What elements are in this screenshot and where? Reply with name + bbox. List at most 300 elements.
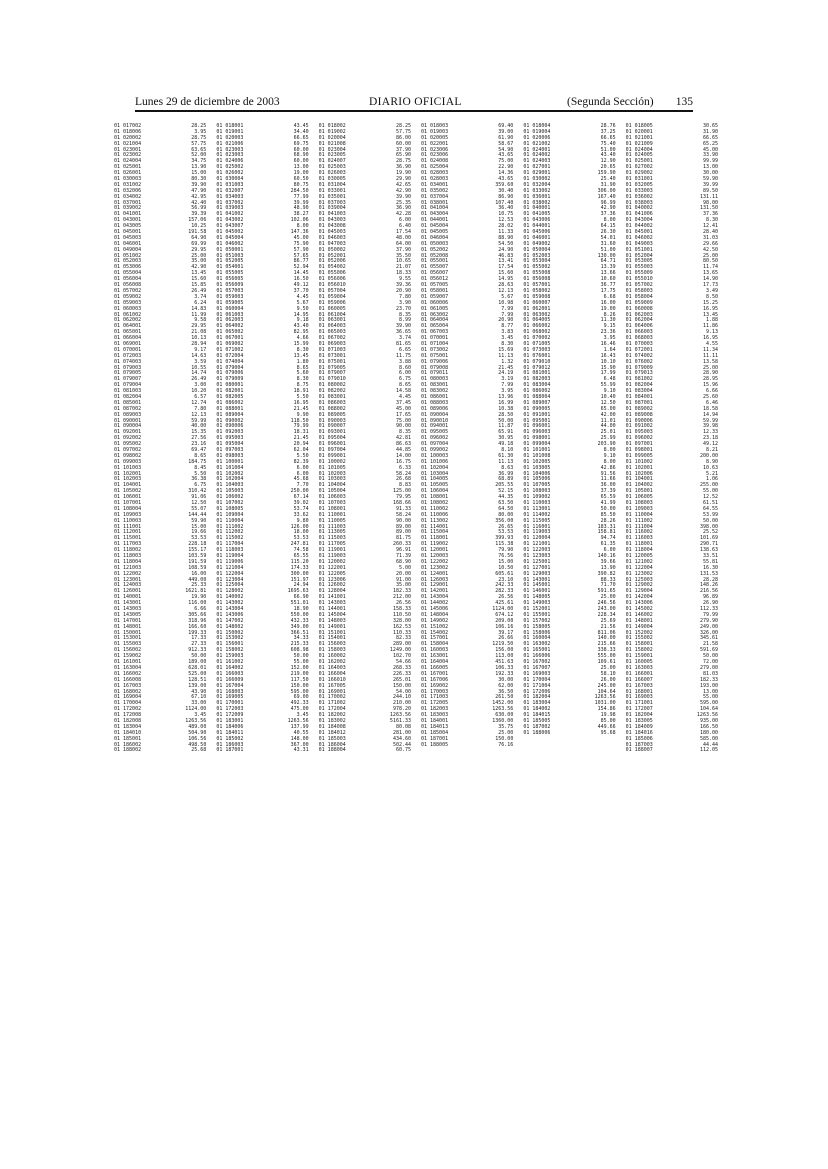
item-value: 4.45: [296, 293, 309, 300]
item-value: 1.32: [501, 358, 514, 365]
item-value: 7.70: [296, 482, 309, 489]
item-code: 01 033001: [318, 187, 346, 194]
item-value: 62.04: [293, 446, 309, 453]
item-value: 8.65: [296, 364, 309, 371]
item-code: 01 025003: [318, 164, 346, 171]
item-value: 26.65: [498, 523, 514, 530]
item-value: 44.35: [498, 494, 514, 501]
item-value: 131.11: [699, 193, 718, 200]
item-value: 550.00: [290, 611, 309, 618]
item-value: 7.99: [501, 305, 514, 312]
item-value: 28.90: [702, 370, 718, 377]
table-row: [521, 730, 617, 736]
item-value: 137.99: [290, 723, 309, 730]
item-value: 42.28: [395, 211, 411, 218]
item-value: 20.90: [498, 317, 514, 324]
item-code: 01 111004: [625, 523, 653, 530]
item-value: 39.00: [498, 128, 514, 135]
item-value: 28.75: [191, 134, 207, 141]
item-code: 01 101003: [114, 464, 142, 471]
item-value: 34.33: [293, 635, 309, 642]
item-value: 16.00: [191, 570, 207, 577]
item-code: 01 035002: [421, 187, 449, 194]
item-value: 44.44: [702, 741, 718, 748]
item-code: 01 045003: [114, 234, 142, 241]
item-code: 01 083001: [318, 393, 346, 400]
item-code: 01 057003: [216, 287, 244, 294]
item-value: 48.90: [293, 205, 309, 212]
item-value: 42.40: [191, 199, 207, 206]
item-value: 88.90: [498, 234, 514, 241]
item-code: 01 064003: [318, 323, 346, 330]
item-code: 01 144002: [421, 600, 449, 607]
item-code: 01 060006: [421, 299, 449, 306]
item-code: 01 143006: [625, 600, 653, 607]
item-value: 1.80: [296, 358, 309, 365]
item-value: 28.95: [702, 376, 718, 383]
item-value: 50.00: [498, 417, 514, 424]
item-code: 01 118003: [114, 553, 142, 560]
item-value: 52.15: [498, 488, 514, 495]
item-value: 64.71: [600, 258, 616, 265]
item-code: 01 154002: [421, 629, 449, 636]
item-value: 8.00: [296, 223, 309, 230]
item-code: 01 090010: [421, 417, 449, 424]
item-value: 349.00: [290, 623, 309, 630]
item-value: 25.69: [600, 617, 616, 624]
item-code: 01 041002: [216, 211, 244, 218]
item-value: 5.67: [296, 299, 309, 306]
item-code: 01 172005: [421, 700, 449, 707]
item-value: 85.50: [600, 511, 616, 518]
item-value: 8.30: [296, 376, 309, 383]
item-value: 64.50: [498, 505, 514, 512]
item-value: 86.90: [498, 193, 514, 200]
item-value: 9.18: [296, 317, 309, 324]
item-code: 01 102006: [625, 470, 653, 477]
item-code: 01 063002: [421, 311, 449, 318]
item-code: 01 099004: [523, 441, 551, 448]
item-value: 79.99: [702, 611, 718, 618]
item-value: 45.68: [293, 476, 309, 483]
item-value: 15.99: [293, 340, 309, 347]
item-code: 01 148003: [318, 617, 346, 624]
item-code: 01 043004: [421, 211, 449, 218]
item-code: 01 071005: [523, 340, 551, 347]
item-code: 01 125003: [625, 576, 653, 583]
item-code: 01 079009: [216, 376, 244, 383]
item-code: 01 023001: [114, 146, 142, 153]
item-code: 01 019001: [216, 128, 244, 135]
item-value: 54.90: [498, 146, 514, 153]
item-code: 01 163002: [523, 641, 551, 648]
item-code: 01 117003: [114, 541, 142, 548]
item-code: 01 127001: [523, 564, 551, 571]
item-value: 29.95: [191, 246, 207, 253]
item-code: 01 148001: [625, 617, 653, 624]
item-value: 21.45: [498, 364, 514, 371]
item-value: 57.65: [293, 252, 309, 259]
item-code: 01 059005: [216, 299, 244, 306]
item-value: 17.99: [600, 370, 616, 377]
item-value: 6.75: [398, 376, 411, 383]
item-value: 8.45: [194, 464, 207, 471]
item-code: 01 083002: [421, 388, 449, 395]
item-value: 6.24: [194, 299, 207, 306]
item-code: 01 114001: [421, 523, 449, 530]
item-value: 25.40: [600, 176, 616, 183]
item-value: 158.81: [597, 529, 616, 536]
item-value: 42.65: [395, 181, 411, 188]
item-code: 01 097002: [114, 446, 142, 453]
item-value: 8.60: [398, 364, 411, 371]
header-section: (Segunda Sección): [567, 96, 654, 108]
item-value: 8.50: [705, 293, 718, 300]
item-code: 01 056004: [114, 276, 142, 283]
item-code: 01 040002: [625, 205, 653, 212]
item-value: 157.06: [188, 217, 207, 224]
item-code: 01 050003: [421, 240, 449, 247]
item-value: 54.00: [395, 688, 411, 695]
item-value: 8.99: [398, 317, 411, 324]
item-code: 01 065002: [216, 329, 244, 336]
item-value: 318.96: [188, 617, 207, 624]
item-code: 01 093001: [318, 429, 346, 436]
item-value: 39.66: [600, 558, 616, 565]
item-value: 21.07: [395, 264, 411, 271]
item-value: 31.90: [702, 128, 718, 135]
item-code: 01 079004: [114, 382, 142, 389]
item-value: 16.95: [702, 335, 718, 342]
item-value: 359.60: [495, 181, 514, 188]
item-value: 37.70: [293, 287, 309, 294]
item-value: 255.00: [699, 482, 718, 489]
item-code: 01 027002: [625, 164, 653, 171]
item-value: 8.10: [501, 446, 514, 453]
item-value: 49.12: [702, 441, 718, 448]
item-value: 88.33: [600, 576, 616, 583]
item-code: 01 120001: [421, 547, 449, 554]
item-value: 246.56: [597, 600, 616, 607]
item-value: 61.35: [600, 541, 616, 548]
item-value: 81.03: [702, 670, 718, 677]
item-code: 01 071004: [421, 340, 449, 347]
item-code: 01 074004: [216, 358, 244, 365]
item-code: 01 020002: [114, 134, 142, 141]
item-value: 8.63: [501, 464, 514, 471]
item-value: 9.15: [603, 323, 616, 330]
item-code: 01 068002: [523, 329, 551, 336]
item-code: 01 099002: [421, 446, 449, 453]
item-value: 212.00: [392, 594, 411, 601]
item-code: 01 059003: [114, 299, 142, 306]
item-value: 399.93: [495, 535, 514, 542]
item-code: 01 063002: [523, 311, 551, 318]
item-value: 912.33: [188, 647, 207, 654]
item-code: 01 129001: [421, 582, 449, 589]
item-code: 01 044001: [523, 223, 551, 230]
item-code: 01 110004: [216, 517, 244, 524]
item-value: 102.06: [290, 217, 309, 224]
item-code: 01 047003: [318, 240, 346, 247]
item-code: 01 169003: [625, 694, 653, 701]
item-value: 17.33: [191, 635, 207, 642]
item-value: 63.50: [498, 500, 514, 506]
item-code: 01 053004: [523, 258, 551, 265]
item-code: 01 045004: [216, 234, 244, 241]
item-code: 01 106001: [114, 494, 142, 501]
item-code: 01 182004: [523, 694, 551, 701]
item-code: 01 058004: [625, 293, 653, 300]
item-value: 215.66: [597, 641, 616, 648]
item-code: 01 101002: [625, 458, 653, 465]
item-code: 01 075001: [318, 358, 346, 365]
item-value: 35.50: [395, 252, 411, 259]
item-value: 53.53: [191, 535, 207, 542]
item-code: 01 129004: [625, 588, 653, 595]
item-value: 489.00: [188, 723, 207, 730]
item-value: 279.00: [699, 664, 718, 671]
item-code: 01 018005: [625, 123, 653, 129]
item-value: 12.33: [702, 429, 718, 436]
item-code: 01 079006: [421, 358, 449, 365]
item-value: 328.00: [392, 617, 411, 624]
item-value: 9.13: [705, 329, 718, 336]
item-code: 01 070001: [421, 335, 449, 342]
item-code: 01 110003: [114, 517, 142, 524]
item-code: 01 025001: [625, 158, 653, 165]
item-code: 01 051001: [625, 246, 653, 253]
item-code: 01 166006: [523, 653, 551, 660]
item-code: 01 037004: [421, 193, 449, 200]
item-code: 01 143001: [523, 576, 551, 583]
item-value: 19.98: [600, 712, 616, 719]
item-code: 01 032004: [523, 181, 551, 188]
item-value: 245.00: [597, 682, 616, 689]
item-value: 43.65: [498, 176, 514, 183]
item-value: 53.74: [293, 505, 309, 512]
item-code: 01 121001: [523, 541, 551, 548]
item-code: 01 034003: [216, 193, 244, 200]
item-code: 01 125001: [523, 558, 551, 565]
item-code: 01 152001: [523, 606, 551, 613]
item-value: 59.99: [702, 417, 718, 424]
item-value: 101.69: [699, 535, 718, 542]
item-code: 01 080002: [318, 382, 346, 389]
item-value: 69.75: [293, 140, 309, 147]
item-code: 01 089003: [114, 411, 142, 418]
item-value: 75.40: [600, 140, 616, 147]
item-value: 200.00: [699, 452, 718, 459]
item-value: 33.51: [702, 553, 718, 560]
item-code: 01 052002: [421, 246, 449, 253]
item-value: 39.99: [702, 181, 718, 188]
item-value: 35.00: [191, 258, 207, 265]
item-code: 01 122002: [421, 558, 449, 565]
item-value: 40.55: [293, 729, 309, 736]
item-code: 01 102004: [421, 464, 449, 471]
item-value: 189.00: [188, 659, 207, 666]
item-code: 01 166004: [318, 670, 346, 677]
item-code: 01 024003: [523, 158, 551, 165]
item-code: 01 022001: [421, 140, 449, 147]
item-code: 01 082001: [216, 388, 244, 395]
item-value: 6.57: [194, 393, 207, 400]
item-code: 01 090004: [114, 423, 142, 430]
item-value: 159.90: [597, 170, 616, 177]
item-value: 21.08: [191, 329, 207, 336]
item-code: 01 111003: [318, 523, 346, 530]
item-code: 01 111002: [625, 517, 653, 524]
item-value: 1263.56: [492, 706, 514, 713]
item-code: 01 089004: [216, 411, 244, 418]
item-code: 01 165001: [523, 647, 551, 654]
item-value: 1263.56: [594, 694, 616, 701]
item-value: 61.51: [702, 500, 718, 506]
item-code: 01 035001: [318, 193, 346, 200]
item-code: 01 089002: [625, 405, 653, 412]
item-value: 811.06: [597, 629, 616, 636]
item-value: 14.58: [395, 388, 411, 395]
item-value: 43.65: [498, 152, 514, 159]
item-value: 65.59: [600, 494, 616, 501]
item-code: 01 171004: [523, 682, 551, 689]
item-value: 39.02: [293, 500, 309, 506]
header-page-number: 135: [675, 96, 693, 108]
item-code: 01 143004: [421, 594, 449, 601]
item-value: 1263.56: [389, 712, 411, 719]
item-value: 15.00: [191, 523, 207, 530]
item-value: 219.00: [290, 670, 309, 677]
item-value: 36.90: [395, 164, 411, 171]
item-value: 16.46: [600, 340, 616, 347]
item-code: 01 023003: [216, 152, 244, 159]
item-value: 13.00: [293, 164, 309, 171]
item-value: 15.35: [191, 429, 207, 436]
item-value: 15.96: [702, 382, 718, 389]
item-value: 37.25: [600, 128, 616, 135]
item-value: 34.40: [293, 128, 309, 135]
item-value: 40.00: [191, 423, 207, 430]
item-value: 66.65: [600, 134, 616, 141]
item-value: 72.00: [702, 659, 718, 666]
item-value: 36.99: [498, 470, 514, 477]
item-value: 284.50: [290, 187, 309, 194]
item-value: 75.00: [395, 417, 411, 424]
item-code: 01 058003: [625, 287, 653, 294]
item-code: 01 088004: [523, 393, 551, 400]
item-code: 01 108002: [421, 500, 449, 506]
item-code: 01 090003: [318, 417, 346, 424]
item-code: 01 024004: [625, 146, 653, 153]
item-value: 11.13: [498, 352, 514, 359]
item-code: 01 102002: [216, 470, 244, 477]
item-code: 01 027001: [523, 164, 551, 171]
item-code: 01 172009: [216, 712, 244, 719]
item-value: 51.00: [600, 146, 616, 153]
item-value: 110.33: [392, 629, 411, 636]
table-row: [112, 747, 208, 753]
item-code: 01 145006: [421, 606, 449, 613]
item-code: 01 021002: [523, 140, 551, 147]
item-value: 45.00: [293, 234, 309, 241]
item-code: 01 185002: [216, 735, 244, 742]
item-value: 128.51: [188, 676, 207, 683]
item-code: 01 041004: [421, 205, 449, 212]
item-code: 01 023005: [318, 152, 346, 159]
item-value: 68.90: [395, 558, 411, 565]
item-code: 01 044002: [625, 223, 653, 230]
item-code: 01 111002: [216, 523, 244, 530]
item-code: 01 061005: [421, 305, 449, 312]
item-value: 8.30: [705, 217, 718, 224]
item-code: 01 059007: [421, 293, 449, 300]
item-code: 01 091002: [625, 423, 653, 430]
item-value: 605.61: [495, 570, 514, 577]
item-value: 5161.33: [389, 717, 411, 724]
item-code: 01 019004: [523, 128, 551, 135]
item-value: 9.10: [603, 452, 616, 459]
item-value: 59.99: [191, 417, 207, 424]
item-code: 01 024006: [216, 158, 244, 165]
item-code: 01 182003: [421, 706, 449, 713]
item-value: 338.33: [597, 647, 616, 654]
item-code: 01 072003: [114, 352, 142, 359]
item-code: 01 164003: [318, 664, 346, 671]
item-code: 01 167001: [421, 670, 449, 677]
item-value: 50.00: [702, 517, 718, 524]
item-value: 20.90: [395, 287, 411, 294]
item-code: 01 037003: [318, 199, 346, 206]
item-code: 01 107002: [216, 500, 244, 506]
item-value: 144.44: [188, 511, 207, 518]
item-code: 01 050004: [523, 246, 551, 253]
item-value: 86.77: [293, 258, 309, 265]
item-value: 80.30: [191, 176, 207, 183]
item-value: 42.00: [600, 411, 616, 418]
item-value: 55.81: [702, 558, 718, 565]
item-value: 99.99: [702, 158, 718, 165]
item-code: 01 102003: [114, 476, 142, 483]
item-value: 25.99: [600, 435, 616, 442]
item-value: 48.00: [395, 234, 411, 241]
item-value: 126.00: [290, 523, 309, 530]
item-code: 01 110002: [421, 505, 449, 512]
item-value: 102.70: [392, 653, 411, 660]
item-code: 01 172007: [625, 706, 653, 713]
item-code: 01 025004: [421, 164, 449, 171]
item-value: 67.14: [293, 494, 309, 501]
item-code: 01 073002: [421, 346, 449, 353]
item-code: 01 064006: [625, 323, 653, 330]
item-code: 01 103003: [318, 476, 346, 483]
item-value: 595.00: [290, 688, 309, 695]
table-row: [624, 747, 720, 753]
item-code: 01 170004: [114, 700, 142, 707]
item-value: 21.45: [293, 435, 309, 442]
item-value: 91.33: [395, 505, 411, 512]
item-code: 01 062001: [523, 305, 551, 312]
item-value: 7.99: [501, 382, 514, 389]
item-code: 01 110003: [523, 500, 551, 506]
item-value: 26.66: [498, 635, 514, 642]
item-value: 310.42: [188, 488, 207, 495]
item-code: 01 102005: [523, 458, 551, 465]
item-code: 01 084001: [625, 393, 653, 400]
item-code: 01 019003: [421, 128, 449, 135]
item-value: 7.80: [194, 405, 207, 412]
item-code: 01 160002: [318, 653, 346, 660]
